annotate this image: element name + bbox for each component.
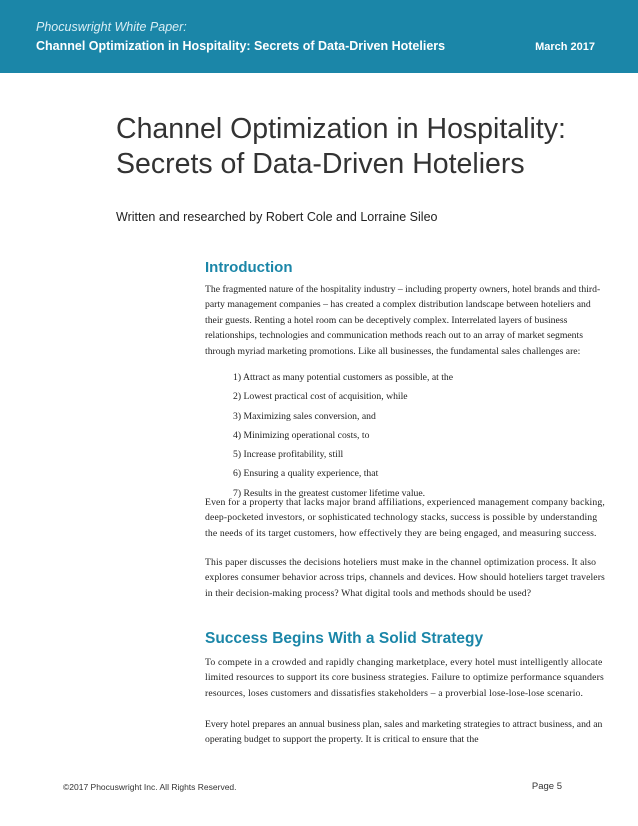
strategy-paragraph-1: To compete in a crowded and rapidly changing marketplace, every hotel must intelligently allocate limited resources to support its core business strategies. Failure to optimize performance squanders resources, loses customers and dissatisfies stakeholders – a proverbial lose-lose-lose scenario.	[205, 657, 604, 699]
banner-title: Channel Optimization in Hospitality: Secrets of Data-Driven Hoteliers	[36, 39, 446, 53]
list-item: 2) Lowest practical cost of acquisition, while	[233, 391, 408, 403]
header-banner	[0, 0, 638, 73]
document-title	[116, 112, 616, 182]
list-item: 1) Attract as many potential customers as possible, at the	[233, 372, 454, 383]
document-title-line1: Channel Optimization in Hospitality:	[116, 113, 566, 145]
sales-challenges-list	[233, 370, 593, 505]
list-item: 7) Results in the greatest customer lifetime value.	[233, 487, 426, 499]
document-title-line2: Secrets of Data-Driven Hoteliers	[116, 148, 525, 180]
list-item: 6) Ensuring a quality experience, that	[233, 468, 379, 480]
intro-paragraph-2: Even for a property that lacks major brand affiliations, experienced management company backing, deep-pocketed investors, or sophisticated technology stacks, success is possible by understanding the needs of its target customers, how effectively they are being engaged, and measuring success.	[205, 497, 605, 539]
banner-kicker: Phocuswright White Paper:	[36, 20, 187, 34]
authors-line: Written and researched by Robert Cole and Lorraine Sileo	[116, 210, 438, 224]
strategy-heading: Success Begins With a Solid Strategy	[205, 630, 484, 647]
intro-paragraph-1: The fragmented nature of the hospitality industry – including property owners, hotel brands and third-party management companies – has created a complex distribution landscape between hoteliers and their guests. Renting a hotel room can be deceptively complex. Interrelated layers of business relationships, technologies and communication methods reach out to an array of market segments through myriad marketing promotions. Like all businesses, the fundamental sales challenges are:	[205, 284, 601, 357]
banner-date: March 2017	[535, 41, 595, 53]
list-item: 3) Maximizing sales conversion, and	[233, 410, 376, 422]
list-item: 4) Minimizing operational costs, to	[233, 429, 370, 441]
list-item: 5) Increase profitability, still	[233, 449, 344, 461]
introduction-heading: Introduction	[205, 259, 293, 276]
footer-copyright: ©2017 Phocuswright Inc. All Rights Reserved.	[63, 782, 237, 792]
intro-paragraph-3: This paper discusses the decisions hoteliers must make in the channel optimization process. It also explores consumer behavior across trips, channels and devices. How should hoteliers target travelers in their decision-making process? What digital tools and methods should be used?	[205, 557, 605, 599]
strategy-paragraph-2: Every hotel prepares an annual business plan, sales and marketing strategies to attract business, and an operating budget to support the property. It is critical to ensure that the	[205, 719, 603, 746]
page-number: Page 5	[531, 781, 562, 792]
